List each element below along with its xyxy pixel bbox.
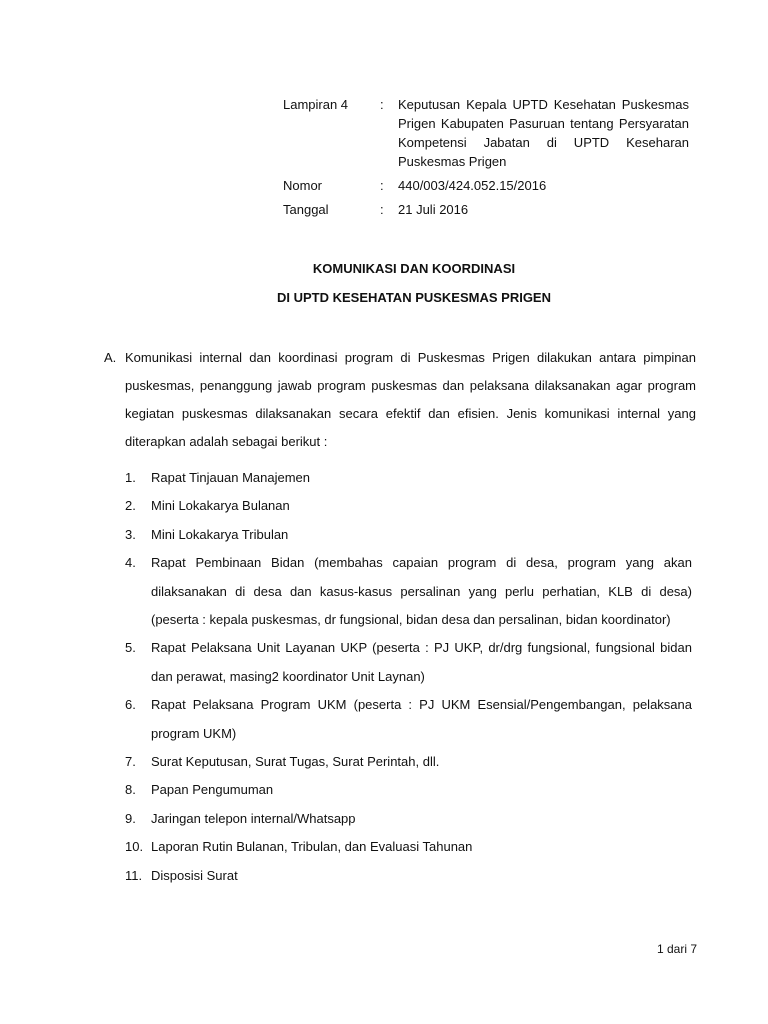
list-number: 5.	[125, 640, 136, 656]
list-number: 9.	[125, 810, 136, 826]
list-number: 1.	[125, 470, 136, 485]
list-text: Laporan Rutin Bulanan, Tribulan, dan Evaluasi Tahunan	[151, 839, 473, 855]
list-text: Papan Pengumuman	[151, 782, 274, 798]
list-item	[125, 691, 692, 748]
list-text: Mini Lokakarya Bulanan	[151, 498, 290, 514]
attachment-header	[283, 95, 689, 219]
header-row-lampiran	[283, 95, 689, 171]
list-item	[125, 634, 692, 691]
communication-list	[125, 464, 692, 890]
lampiran-value: Keputusan Kepala UPTD Kesehatan Puskesmas Prigen Kabupaten Pasuruan tentang Persyaratan Kompetensi Jabatan di UPTD Keseharan Puskesmas Prigen	[398, 97, 689, 169]
header-row-nomor	[283, 176, 689, 195]
list-number: 10.	[125, 839, 144, 855]
document-title: KOMUNIKASI DAN KOORDINASI	[312, 261, 516, 276]
list-item	[125, 862, 692, 890]
list-item	[125, 521, 692, 549]
tanggal-label: Tanggal	[283, 202, 329, 217]
list-text: Jaringan telepon internal/Whatsapp	[151, 810, 356, 826]
list-text: Mini Lokakarya Tribulan	[151, 526, 289, 542]
nomor-label: Nomor	[283, 178, 323, 193]
colon: :	[380, 97, 384, 112]
document-subtitle: DI UPTD KESEHATAN PUSKESMAS PRIGEN	[277, 290, 551, 305]
list-number: 11.	[125, 867, 143, 883]
colon: :	[380, 178, 384, 193]
section-paragraph: Komunikasi internal dan koordinasi program di Puskesmas Prigen dilakukan antara pimpinan puskesmas, penanggung jawab program puskesmas dan pelaksana dilaksanakan agar program kegiatan puskesmas dilaksanakan secara efektif dan efisien. Jenis komunikasi internal yang diterapkan adalah sebagai berikut :	[125, 350, 696, 449]
list-text: Rapat Pelaksana Program UKM (peserta : PJ UKM Esensial/Pengembangan, pelaksana program UKM)	[151, 697, 692, 741]
list-text: Surat Keputusan, Surat Tugas, Surat Perintah, dll.	[151, 754, 440, 770]
nomor-value: 440/003/424.052.15/2016	[398, 178, 547, 193]
list-item	[125, 748, 692, 776]
list-item	[125, 492, 692, 520]
page-number: 1 dari 7	[656, 942, 697, 956]
lampiran-label: Lampiran 4	[283, 97, 349, 112]
list-item	[125, 805, 692, 833]
list-number: 2.	[125, 498, 136, 514]
list-item	[125, 833, 692, 861]
list-number: 7.	[125, 754, 136, 770]
list-number: 8.	[125, 782, 136, 798]
list-number: 3.	[125, 526, 136, 542]
list-text: Disposisi Surat	[151, 867, 238, 883]
list-item	[125, 464, 692, 492]
tanggal-value: 21 Juli 2016	[398, 202, 469, 217]
list-item	[125, 776, 692, 804]
list-item	[125, 549, 692, 634]
section-a	[104, 344, 696, 456]
section-letter: A.	[104, 350, 117, 365]
list-text: Rapat Pembinaan Bidan (membahas capaian program di desa, program yang akan dilaksanakan di desa dan kasus-kasus persalinan yang perlu perhatian, KLB di desa) (peserta : kepala puskesmas, dr fungsional, bidan desa dan persalinan, bidan koordinator)	[151, 555, 692, 628]
list-text: Rapat Pelaksana Unit Layanan UKP (peserta : PJ UKP, dr/drg fungsional, fungsional bidan dan perawat, masing2 koordinator Unit Laynan)	[151, 640, 692, 684]
list-number: 6.	[125, 697, 136, 713]
list-text: Rapat Tinjauan Manajemen	[151, 470, 310, 485]
colon: :	[380, 202, 384, 217]
header-row-tanggal	[283, 200, 689, 219]
list-number: 4.	[125, 555, 136, 571]
